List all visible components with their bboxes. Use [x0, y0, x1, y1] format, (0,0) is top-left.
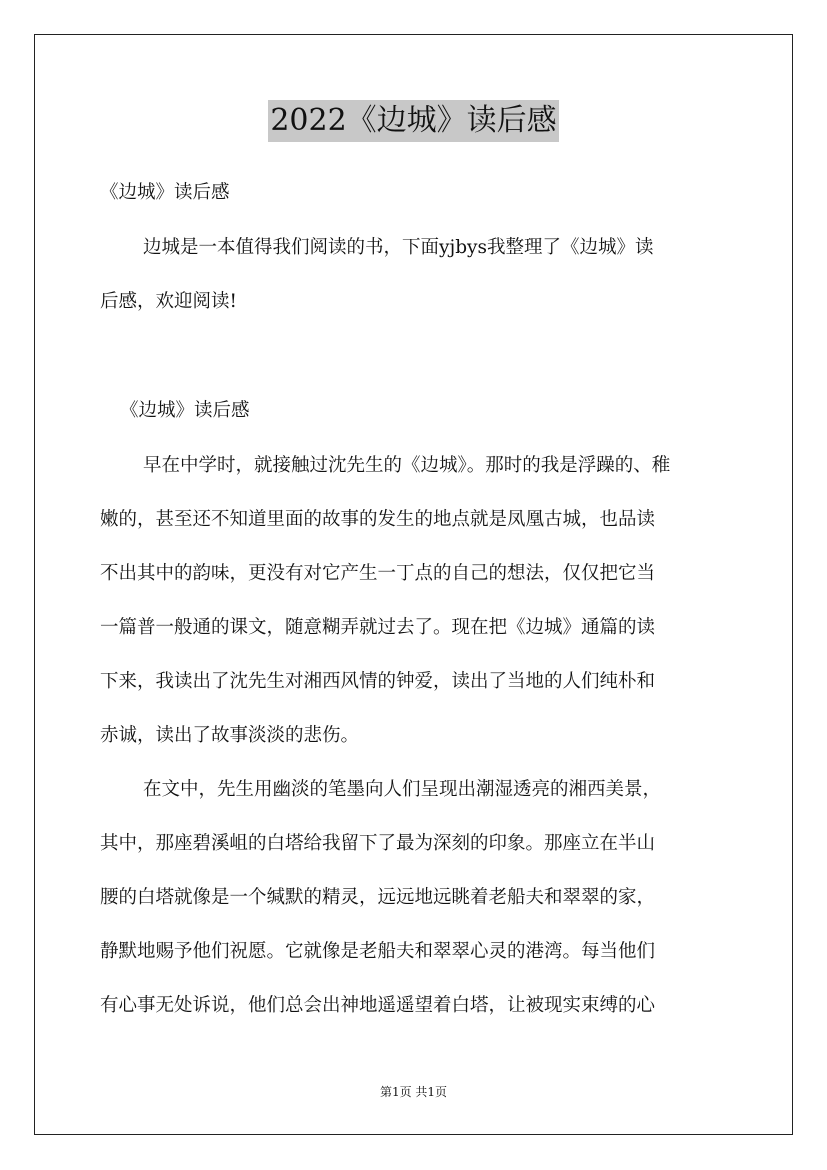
paragraph-line: 赤诚，读出了故事淡淡的悲伤。	[100, 725, 360, 746]
paragraph-line: 一篇普一般通的课文，随意糊弄就过去了。现在把《边城》通篇的读	[100, 617, 656, 638]
paragraph-line: 其中，那座碧溪岨的白塔给我留下了最为深刻的印象。那座立在半山	[100, 833, 656, 854]
page-number-footer: 第1页 共1页	[379, 1085, 448, 1099]
intro-line: 后感，欢迎阅读!	[100, 291, 237, 312]
paragraph-line: 有心事无处诉说，他们总会出神地遥遥望着白塔，让被现实束缚的心	[100, 995, 656, 1016]
paragraph-line: 不出其中的韵味，更没有对它产生一丁点的自己的想法，仅仅把它当	[100, 563, 656, 584]
paragraph-line: 嫩的，甚至还不知道里面的故事的发生的地点就是凤凰古城，也品读	[100, 509, 656, 530]
paragraph-line: 静默地赐予他们祝愿。它就像是老船夫和翠翠心灵的港湾。每当他们	[100, 941, 656, 962]
paragraph-line: 在文中，先生用幽淡的笔墨向人们呈现出潮湿透亮的湘西美景，	[143, 779, 662, 800]
title-container	[0, 100, 827, 142]
section-heading-second: 《边城》读后感	[120, 400, 250, 421]
document-title: 2022《边城》读后感	[268, 100, 558, 142]
paragraph-line: 下来，我读出了沈先生对湘西风情的钟爱，读出了当地的人们纯朴和	[100, 671, 656, 692]
section-heading-top: 《边城》读后感	[100, 182, 230, 203]
paragraph-line: 早在中学时，就接触过沈先生的《边城》。那时的我是浮躁的、稚	[143, 455, 671, 476]
paragraph-line: 腰的白塔就像是一个缄默的精灵，远远地远眺着老船夫和翠翠的家，	[100, 887, 656, 908]
intro-line: 边城是一本值得我们阅读的书，下面yjbys我整理了《边城》读	[143, 237, 654, 258]
